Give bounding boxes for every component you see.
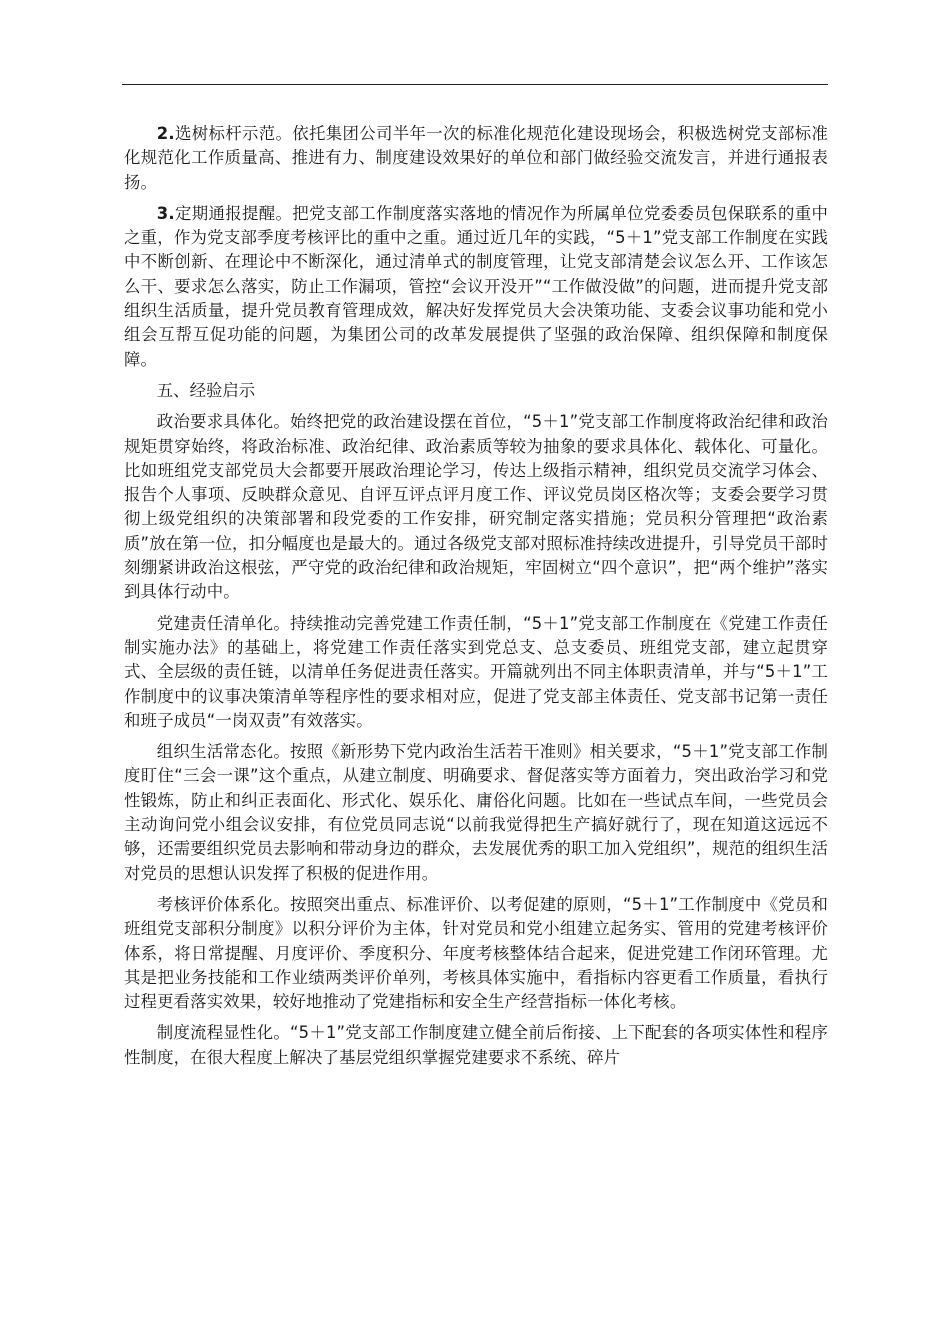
paragraph-organizational-life: 组织生活常态化。按照《新形势下党内政治生活若干准则》相关要求，“5＋1”党支部工作制度盯住“三会一课”这个重点，从建立制度、明确要求、督促落实等方面着力，突出政治学习和党性锻炼，防止和纠正表面化、形式化、娱乐化、庸俗化问题。比如在一些试点车间，一些党员会主动询问党小组会议安排，有位党员同志说“以前我觉得把生产搞好就行了，现在知道这远远不够，还需要组织党员去影响和带动身边的群众，去发展优秀的职工加入党组织”，规范的组织生活对党员的思想认识发挥了积极的促进作用。 [124, 742, 828, 883]
paragraph-evaluation-system: 考核评价体系化。按照突出重点、标准评价、以考促建的原则，“5＋1”工作制度中《党员和班组党支部积分制度》以积分评价为主体，针对党员和党小组建立起务实、管用的党建考核评价体系，将日常提醒、月度评价、季度积分、年度考核整体结合起来，促进党建工作闭环管理。尤其是把业务技能和工作业绩两类评价单列，考核具体实施中，看指标内容更看工作质量，看执行过程更看落实效果，较好地推动了党建指标和安全生产经营指标一体化考核。 [124, 894, 828, 1012]
paragraph-political-requirements: 政治要求具体化。始终把党的政治建设摆在首位，“5＋1”党支部工作制度将政治纪律和政治规矩贯穿始终，将政治标准、政治纪律、政治素质等较为抽象的要求具体化、载体化、可量化。比如班组党支部党员大会都要开展政治理论学习，传达上级指示精神，组织党员交流学习体会、报告个人事项、反映群众意见、自评互评点评月度工作、评议党员岗区格次等；支委会要学习贯彻上级党组织的决策部署和段党委的工作安排，研究制定落实措施；党员积分管理把“政治素质”放在第一位，扣分幅度也是最大的。通过各级党支部对照标准持续改进提升，引导党员干部时刻绷紧讲政治这根弦，严守党的政治纪律和政治规矩，牢固树立“四个意识”，把“两个维护”落实到具体行动中。 [124, 412, 828, 602]
paragraph-process-visibility: 制度流程显性化。“5＋1”党支部工作制度建立健全前后衔接、上下配套的各项实体性和程序性制度，在很大程度上解决了基层党组织掌握党建要求不系统、碎片 [124, 1023, 828, 1067]
paragraph-responsibility-list: 党建责任清单化。持续推动完善党建工作责任制，“5＋1”党支部工作制度在《党建工作责任制实施办法》的基础上，将党建工作责任落实到党总支、总支委员、班组党支部，建立起贯穿式、全层级的责任链，以清单任务促进责任落实。开篇就列出不同主体职责清单，并与“5＋1”工作制度中的议事决策清单等程序性的要求相对应，促进了党支部主体责任、党支部书记第一责任和班子成员“一岗双责”有效落实。 [124, 613, 828, 730]
header-rule [122, 84, 828, 85]
paragraph-number: 3. [156, 203, 175, 223]
numbered-paragraph-2 [124, 122, 828, 195]
paragraph-text: 选树标杆示范。依托集团公司半年一次的标准化规范化建设现场会，积极选树党支部标准化规范化工作质量高、推进有力、制度建设效果好的单位和部门做经验交流发言，并进行通报表扬。 [124, 124, 828, 192]
document-body [124, 122, 828, 1077]
paragraph-number: 2. [156, 124, 175, 143]
paragraph-text: 定期通报提醒。把党支部工作制度落实落地的情况作为所属单位党委委员包保联系的重中之重，作为党支部季度考核评比的重中之重。通过近几年的实践，“5＋1”党支部工作制度在实践中不断创新、在理论中不断深化，通过清单式的制度管理，让党支部清楚会议怎么开、工作该怎么干、要求怎么落实，防止工作漏项，管控“会议开没开”“工作做没做”的问题，进而提升党支部组织生活质量，提升党员教育管理成效，解决好发挥党员大会决策功能、支委会议事功能和党小组会互帮互促功能的问题，为集团公司的改革发展提供了坚强的政治保障、组织保障和制度保障。 [124, 203, 828, 369]
section-heading: 五、经验启示 [156, 380, 256, 400]
numbered-paragraph-3 [124, 202, 828, 372]
